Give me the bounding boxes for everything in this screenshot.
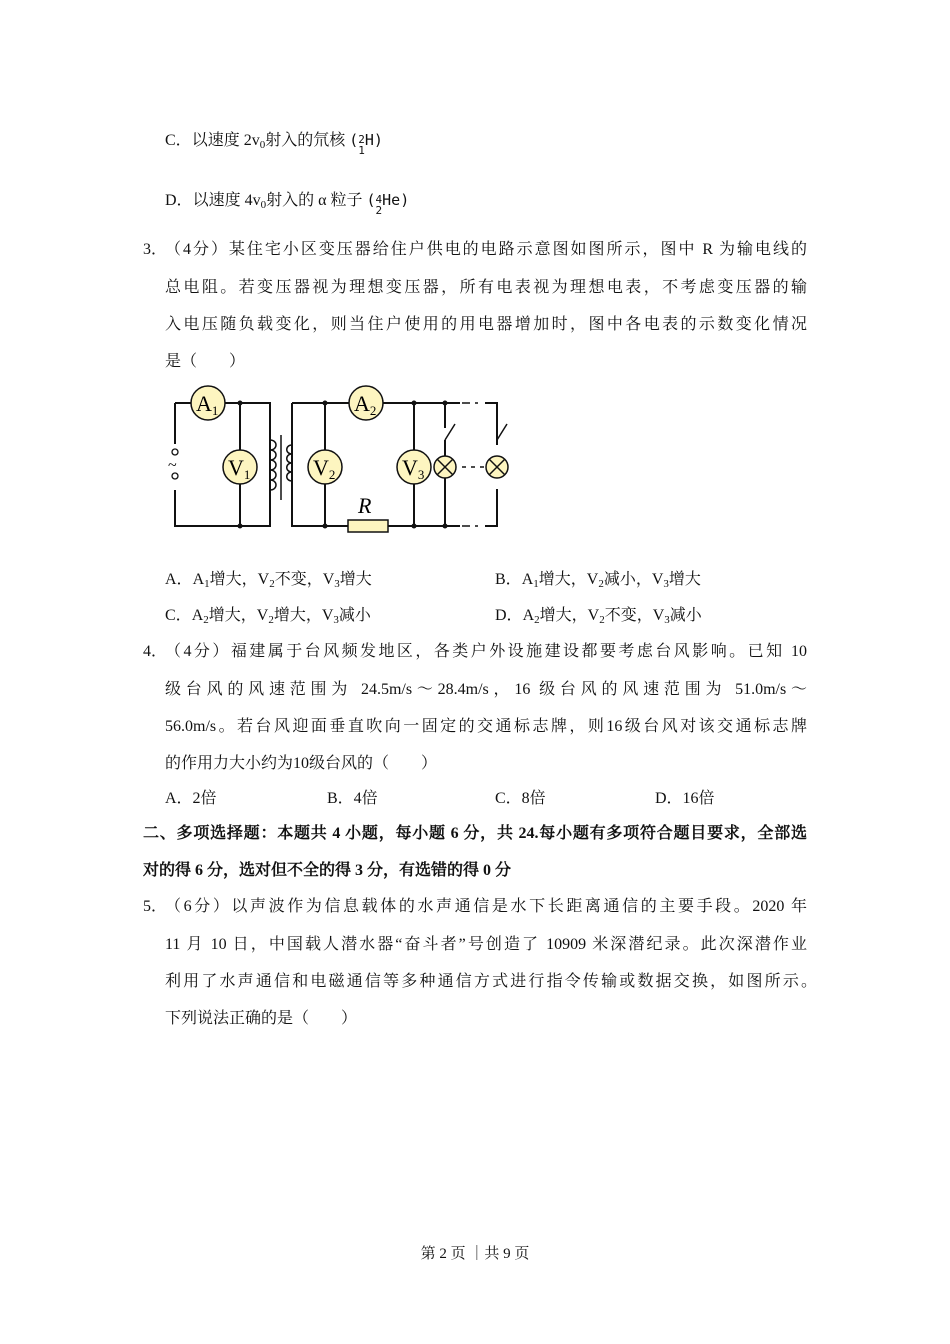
text-fragment: 1 bbox=[243, 467, 251, 482]
text-fragment: 3 bbox=[663, 578, 669, 590]
question-number: 3． bbox=[143, 241, 168, 258]
text-fragment: 不变， bbox=[274, 571, 323, 588]
text-fragment: 2 bbox=[598, 578, 604, 590]
text-fragment: 减小， bbox=[603, 571, 652, 588]
text-fragment: 1 bbox=[533, 578, 539, 590]
text-fragment: 减小 bbox=[669, 607, 702, 624]
option-text: 射入的 α 粒子 bbox=[266, 192, 363, 209]
section-heading: 对的得 6 分，选对但不全的得 3 分，有选错的得 0 分 bbox=[143, 862, 512, 879]
text-fragment: A bbox=[196, 391, 212, 416]
text-fragment: 减小 bbox=[338, 607, 371, 624]
text-fragment: 2 bbox=[534, 614, 540, 626]
text-fragment: 增大， bbox=[273, 607, 322, 624]
question-number: 4． bbox=[143, 643, 168, 660]
text-fragment: V bbox=[651, 571, 664, 588]
text-fragment: V bbox=[587, 607, 600, 624]
mass-number: 4 bbox=[375, 193, 383, 206]
element-symbol: H bbox=[364, 131, 374, 149]
text-fragment: V bbox=[256, 607, 269, 624]
text-fragment: 2 bbox=[599, 614, 605, 626]
question-line: 56.0m/s。若台风迎面垂直吹向一固定的交通标志牌，则16级台风对该交通标志牌 bbox=[165, 718, 807, 735]
text-fragment: C． bbox=[165, 607, 192, 624]
atomic-number: 2 bbox=[375, 204, 383, 217]
option-d: D．16倍 bbox=[655, 790, 715, 807]
text-fragment: A bbox=[192, 571, 205, 588]
text-fragment: 1 bbox=[211, 403, 219, 418]
option-a: A．2倍 bbox=[165, 790, 217, 807]
text-fragment: 2 bbox=[268, 614, 274, 626]
option-label: D． bbox=[165, 192, 193, 209]
text-fragment: A bbox=[522, 607, 535, 624]
text-fragment: 3 bbox=[334, 578, 340, 590]
text-fragment: A bbox=[191, 607, 204, 624]
question-line: 的作用力大小约为10级台风的（ ） bbox=[165, 755, 438, 772]
ac-source-symbol: ~ bbox=[168, 457, 177, 474]
subscript: 0 bbox=[260, 199, 267, 211]
section-heading: 二、多项选择题：本题共 4 小题，每小题 6 分，共 24.每小题有多项符合题目要求，全部选 bbox=[143, 825, 807, 842]
question-line: 级台风的风速范围为 24.5m/s～28.4m/s，16 级台风的风速范围为 51.0m/s～ bbox=[165, 681, 807, 698]
text-fragment: V bbox=[321, 607, 334, 624]
question-line: 入电压随负载变化，则当住户使用的用电器增加时，图中各电表的示数变化情况 bbox=[165, 316, 807, 333]
option-c: C．8倍 bbox=[495, 790, 546, 807]
subscript: 0 bbox=[259, 139, 266, 151]
question-line: （6分）以声波作为信息载体的水声通信是水下长距离通信的主要手段。2020 年 bbox=[165, 898, 807, 915]
text-fragment: 增大， bbox=[538, 571, 587, 588]
text-fragment: 增大， bbox=[209, 571, 258, 588]
text-fragment: 3 bbox=[417, 467, 425, 482]
atomic-number: 1 bbox=[358, 144, 365, 157]
text-fragment: A bbox=[354, 391, 370, 416]
text-fragment: V bbox=[257, 571, 270, 588]
text-fragment: 增大 bbox=[339, 571, 372, 588]
text-fragment: 增大， bbox=[539, 607, 588, 624]
text-fragment: 2 bbox=[269, 578, 275, 590]
text-fragment: V bbox=[322, 571, 335, 588]
text-fragment: 增大 bbox=[668, 571, 701, 588]
text-fragment: D． bbox=[495, 607, 523, 624]
question-line: 是（ ） bbox=[165, 353, 246, 370]
element-symbol: He bbox=[382, 191, 401, 209]
question-line: 总电阻。若变压器视为理想变压器，所有电表视为理想电表，不考虑变压器的输 bbox=[165, 279, 807, 296]
option-text: 射入的氘核 bbox=[265, 132, 346, 149]
isotope-he4: ( 4 2 He) bbox=[366, 191, 410, 217]
option-d bbox=[495, 606, 702, 630]
option-c bbox=[165, 606, 371, 630]
option-a bbox=[165, 570, 372, 594]
page-footer: 第 2 页 ｜共 9 页 bbox=[420, 1246, 530, 1262]
question-line: （4分）某住宅小区变压器给住户供电的电路示意图如图所示，图中 R 为输电线的 bbox=[165, 241, 807, 258]
isotope-h2: ( 2 1 H) bbox=[349, 131, 383, 157]
option-text: 以速度 2v bbox=[191, 132, 260, 149]
option-text: 以速度 4v bbox=[192, 192, 261, 209]
question-line: （4分）福建属于台风频发地区，各类户外设施建设都要考虑台风影响。已知 10 bbox=[165, 643, 807, 660]
text-fragment: V bbox=[228, 455, 244, 480]
question-line: 利用了水声通信和电磁通信等多种通信方式进行指令传输或数据交换，如图所示。 bbox=[165, 973, 817, 990]
text-fragment: B． bbox=[495, 571, 522, 588]
text-fragment: V bbox=[652, 607, 665, 624]
mass-number: 2 bbox=[358, 133, 365, 146]
text-fragment: 增大， bbox=[208, 607, 257, 624]
terminal bbox=[172, 449, 178, 455]
text-fragment: 2 bbox=[369, 403, 377, 418]
text-fragment: 2 bbox=[328, 467, 336, 482]
text-fragment: 3 bbox=[333, 614, 339, 626]
question-line: 11 月 10 日，中国载人潜水器“奋斗者”号创造了 10909 米深潜纪录。此次深潜作业 bbox=[165, 936, 807, 953]
text-fragment: 2 bbox=[203, 614, 209, 626]
text-fragment: 1 bbox=[204, 578, 210, 590]
text-fragment: 3 bbox=[664, 614, 670, 626]
option-b bbox=[495, 570, 701, 594]
circuit-diagram bbox=[0, 0, 950, 560]
text-fragment: A． bbox=[165, 571, 193, 588]
r-label: R bbox=[358, 493, 372, 518]
text-fragment: V bbox=[586, 571, 599, 588]
resistor-r bbox=[348, 520, 388, 532]
option-label: C． bbox=[165, 132, 192, 149]
text-fragment: V bbox=[313, 455, 329, 480]
text-fragment: A bbox=[521, 571, 534, 588]
text-fragment: V bbox=[402, 455, 418, 480]
question-line: 下列说法正确的是（ ） bbox=[165, 1010, 358, 1027]
option-b: B．4倍 bbox=[327, 790, 378, 807]
text-fragment: 不变， bbox=[604, 607, 653, 624]
question-number: 5． bbox=[143, 898, 168, 915]
